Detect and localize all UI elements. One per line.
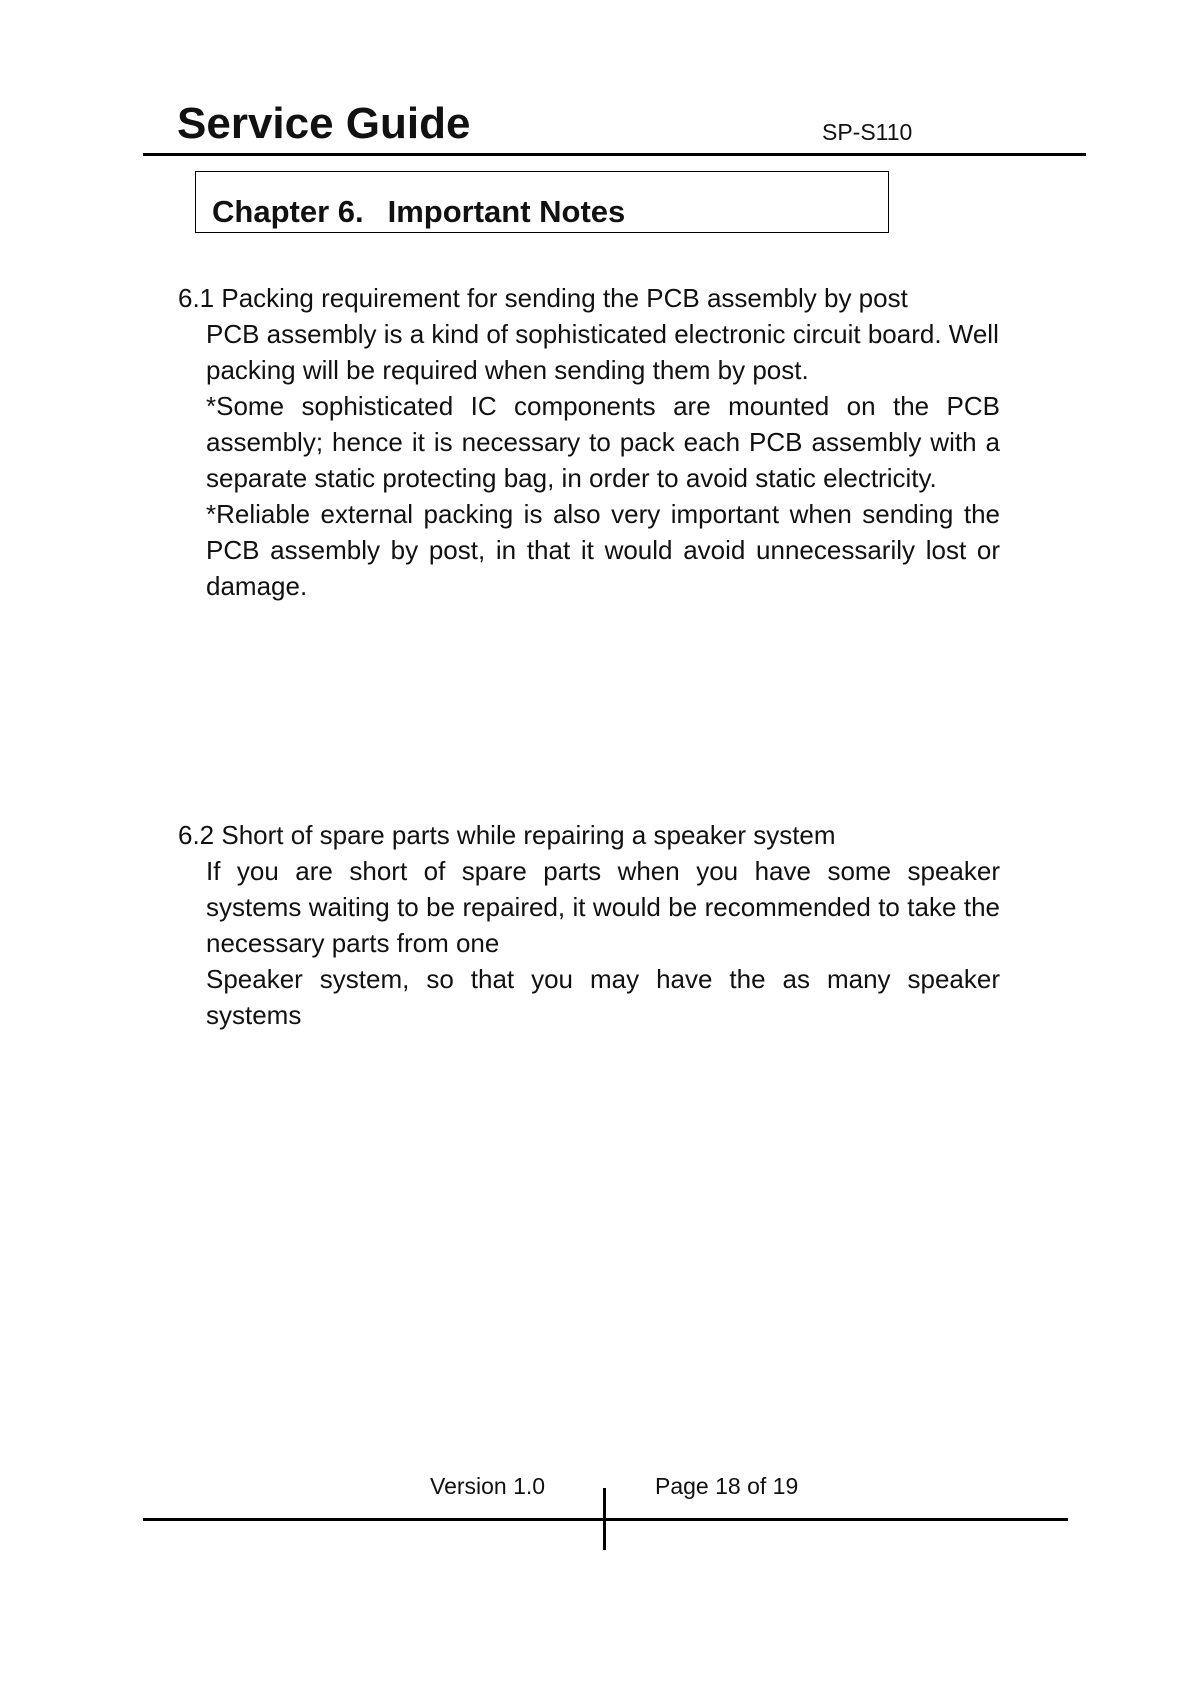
section-spare-parts <box>178 817 1000 1033</box>
section-paragraph: *Reliable external packing is also very important when sending the PCB assembly by post, in that it would avoid unnecessarily lost or damage. <box>206 499 1000 601</box>
footer-vertical-divider <box>603 1488 606 1550</box>
section-paragraph: *Some sophisticated IC components are mounted on the PCB assembly; hence it is necessary to pack each PCB assembly with a separate static protecting bag, in order to avoid static electricity. <box>206 391 1000 493</box>
chapter-title: Important Notes <box>387 194 626 229</box>
chapter-number: Chapter 6. <box>212 194 364 229</box>
footer-page-number: Page 18 of 19 <box>655 1473 799 1499</box>
section-packing-requirement <box>178 280 1000 604</box>
document-title: Service Guide <box>177 99 471 148</box>
section-paragraph: Speaker system, so that you may have the as many speaker systems <box>206 964 1000 1030</box>
section-heading: 6.2 Short of spare parts while repairing a speaker system <box>178 820 836 850</box>
section-heading: 6.1 Packing requirement for sending the PCB assembly by post <box>178 283 908 313</box>
section-paragraph: PCB assembly is a kind of sophisticated electronic circuit board. Well packing will be required when sending them by post. <box>206 319 999 385</box>
section-paragraph: If you are short of spare parts when you have some speaker systems waiting to be repaired, it would be recommended to take the necessary parts from one <box>206 856 1000 958</box>
model-number: SP-S110 <box>822 119 913 145</box>
chapter-heading <box>212 194 625 230</box>
footer-version: Version 1.0 <box>430 1473 546 1499</box>
header-divider <box>143 153 1086 156</box>
chapter-heading-box <box>195 171 889 233</box>
